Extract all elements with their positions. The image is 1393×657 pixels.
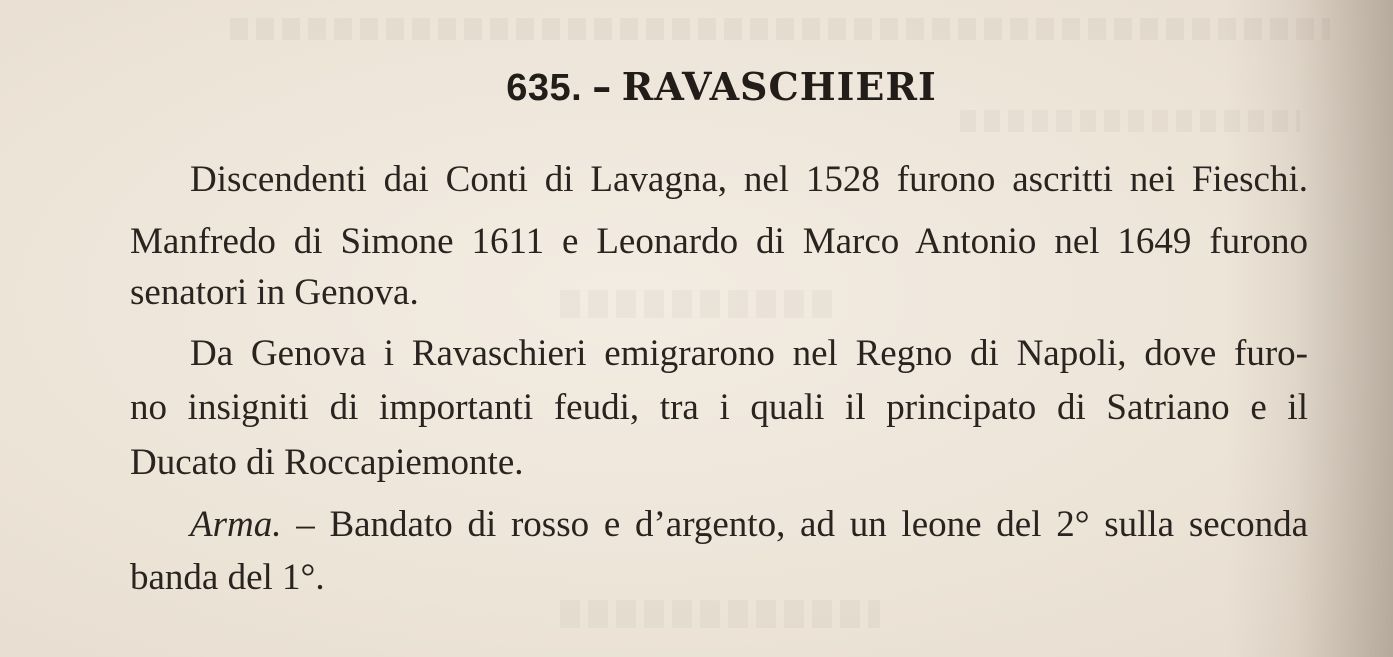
paragraph-3-line-1	[190, 502, 1308, 548]
paragraph-1-line-3: senatori in Genova.	[130, 272, 419, 313]
show-through-texture	[960, 110, 1300, 132]
paragraph-2-line-3: Ducato di Roccapiemonte.	[130, 442, 524, 483]
paragraph-1-line-1: Discendenti dai Conti di Lavagna, nel 1528 furono ascritti nei Fieschi.	[190, 159, 1308, 200]
paragraph-2-line-2: no insigniti di importanti feudi, tra i quali il principato di Satriano e il	[130, 387, 1308, 428]
arms-description: – Bandato di rosso e d’argento, ad un leone del 2° sulla seconda	[296, 504, 1308, 545]
paragraph-3-line-2: banda del 1°.	[130, 557, 325, 598]
heading-dash: –	[592, 65, 612, 109]
arms-label: Arma.	[190, 504, 282, 545]
show-through-texture	[560, 600, 880, 628]
family-name: RAVASCHIERI	[621, 64, 937, 109]
paragraph-2-line-1: Da Genova i Ravaschieri emigrarono nel Regno di Napoli, dove furo-	[190, 333, 1308, 374]
entry-number: 635.	[506, 67, 583, 109]
show-through-texture	[230, 18, 1330, 40]
entry-heading	[0, 64, 1393, 110]
paragraph-1-line-2: Manfredo di Simone 1611 e Leonardo di Marco Antonio nel 1649 furono	[130, 221, 1308, 262]
